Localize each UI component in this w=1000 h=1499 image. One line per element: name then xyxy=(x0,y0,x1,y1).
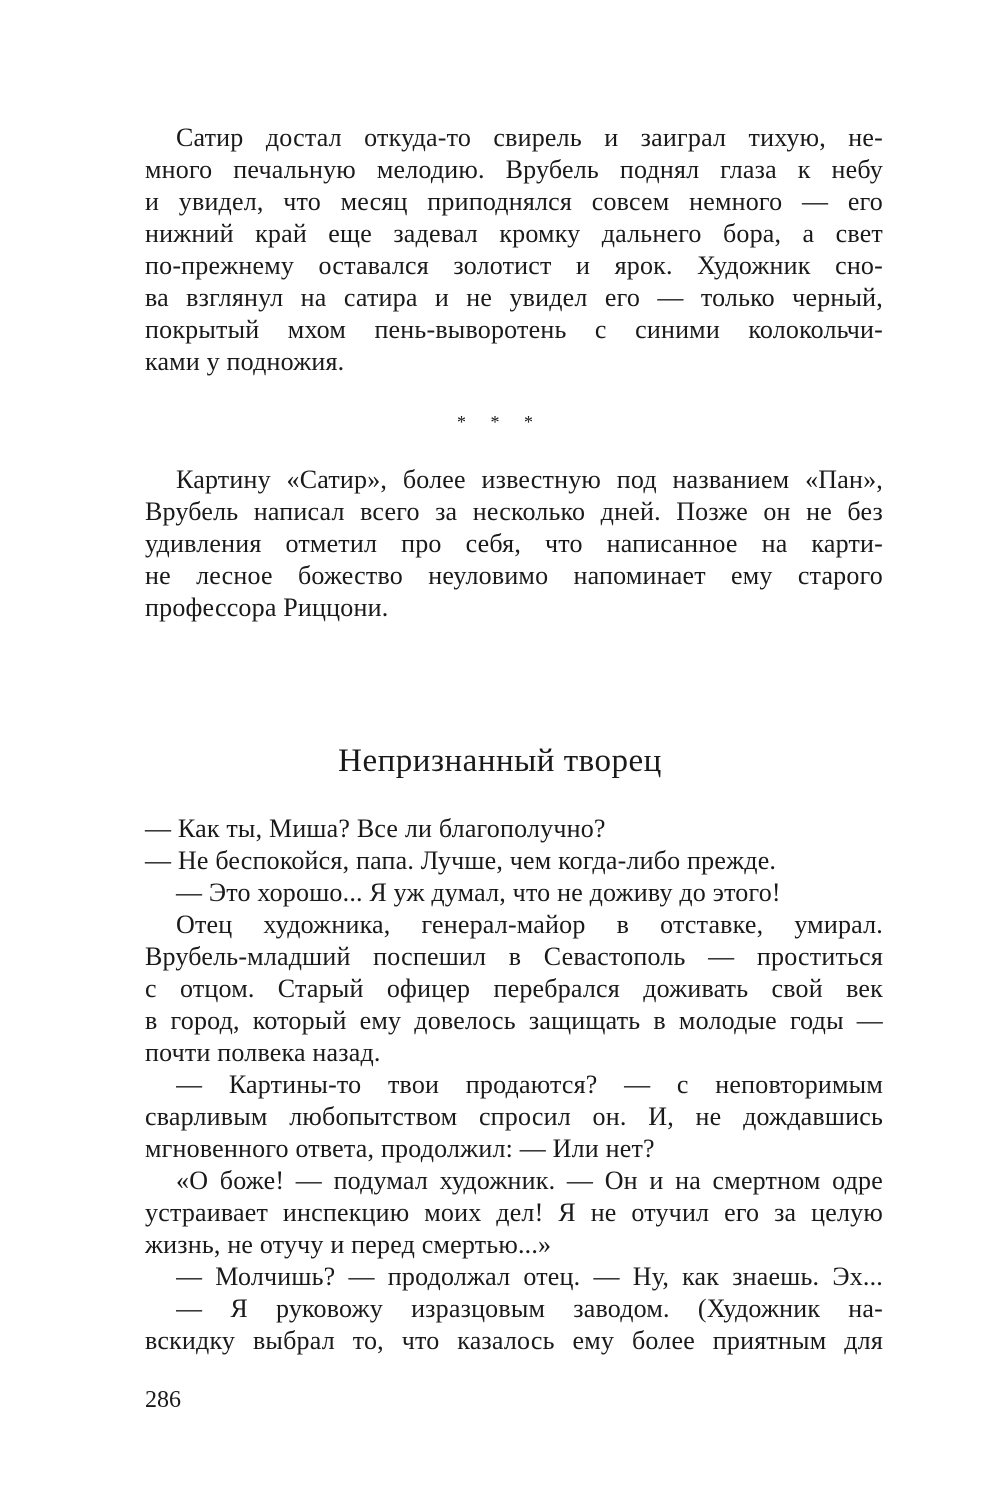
text-line: сварливым любопытством спросил он. И, не дождавшись xyxy=(145,1102,883,1131)
text-line: нижний край еще задевал кромку дальнего бора, а свет xyxy=(145,219,883,248)
text-line: покрытый мхом пень-выворотень с синими колокольчи- xyxy=(145,315,883,344)
text-line: ками у подножия. xyxy=(145,347,345,376)
dialogue-line: — Картины-то твои продаются? — с неповторимым xyxy=(176,1070,883,1099)
text-line: Врубель написал всего за несколько дней. Позже он не без xyxy=(145,497,883,526)
text-line: вскидку выбрал то, что казалось ему более приятным для xyxy=(145,1326,883,1355)
text-line: с отцом. Старый офицер перебрался доживать свой век xyxy=(145,974,883,1003)
text-line: почти полвека назад. xyxy=(145,1038,381,1067)
text-line: устраивает инспекцию моих дел! Я не отучил его за целую xyxy=(145,1198,883,1227)
text-line: мгновенного ответа, продолжил: — Или нет? xyxy=(145,1134,655,1163)
text-line: не лесное божество неуловимо напоминает ему старого xyxy=(145,561,883,590)
dialogue-line: — Я руковожу изразцовым заводом. (Художник на- xyxy=(176,1294,883,1323)
text-line: в город, который ему довелось защищать в молодые годы — xyxy=(145,1006,883,1035)
chapter-title: Непризнанный творец xyxy=(338,743,662,779)
text-line: профессора Риццони. xyxy=(145,593,389,622)
dialogue-line: — Не беспокойся, папа. Лучше, чем когда-либо прежде. xyxy=(145,846,777,875)
text-line: жизнь, не отучу и перед смертью...» xyxy=(145,1230,552,1259)
text-line: Картину «Сатир», более известную под названием «Пан», xyxy=(176,465,883,494)
section-separator: * * * xyxy=(457,412,543,432)
text-line: много печальную мелодию. Врубель поднял глаза к небу xyxy=(145,155,883,184)
text-line: по-прежнему оставался золотист и ярок. Художник сно- xyxy=(145,251,883,280)
text-line: удивления отметил про себя, что написанное на карти- xyxy=(145,529,883,558)
text-line: ва взглянул на сатира и не увидел его — только черный, xyxy=(145,283,883,312)
page-number: 286 xyxy=(145,1387,181,1413)
text-line: Врубель-младший поспешил в Севастополь — проститься xyxy=(145,942,883,971)
text-line: «О боже! — подумал художник. — Он и на смертном одре xyxy=(176,1166,883,1195)
dialogue-line: — Молчишь? — продолжал отец. — Ну, как знаешь. Эх... xyxy=(176,1262,883,1291)
text-line: Сатир достал откуда-то свирель и заиграл тихую, не- xyxy=(176,123,883,152)
text-line: и увидел, что месяц приподнялся совсем немного — его xyxy=(145,187,883,216)
dialogue-line: — Как ты, Миша? Все ли благополучно? xyxy=(145,814,606,843)
dialogue-line: — Это хорошо... Я уж думал, что не доживу до этого! xyxy=(176,878,781,907)
text-line: Отец художника, генерал-майор в отставке, умирал. xyxy=(176,910,883,939)
